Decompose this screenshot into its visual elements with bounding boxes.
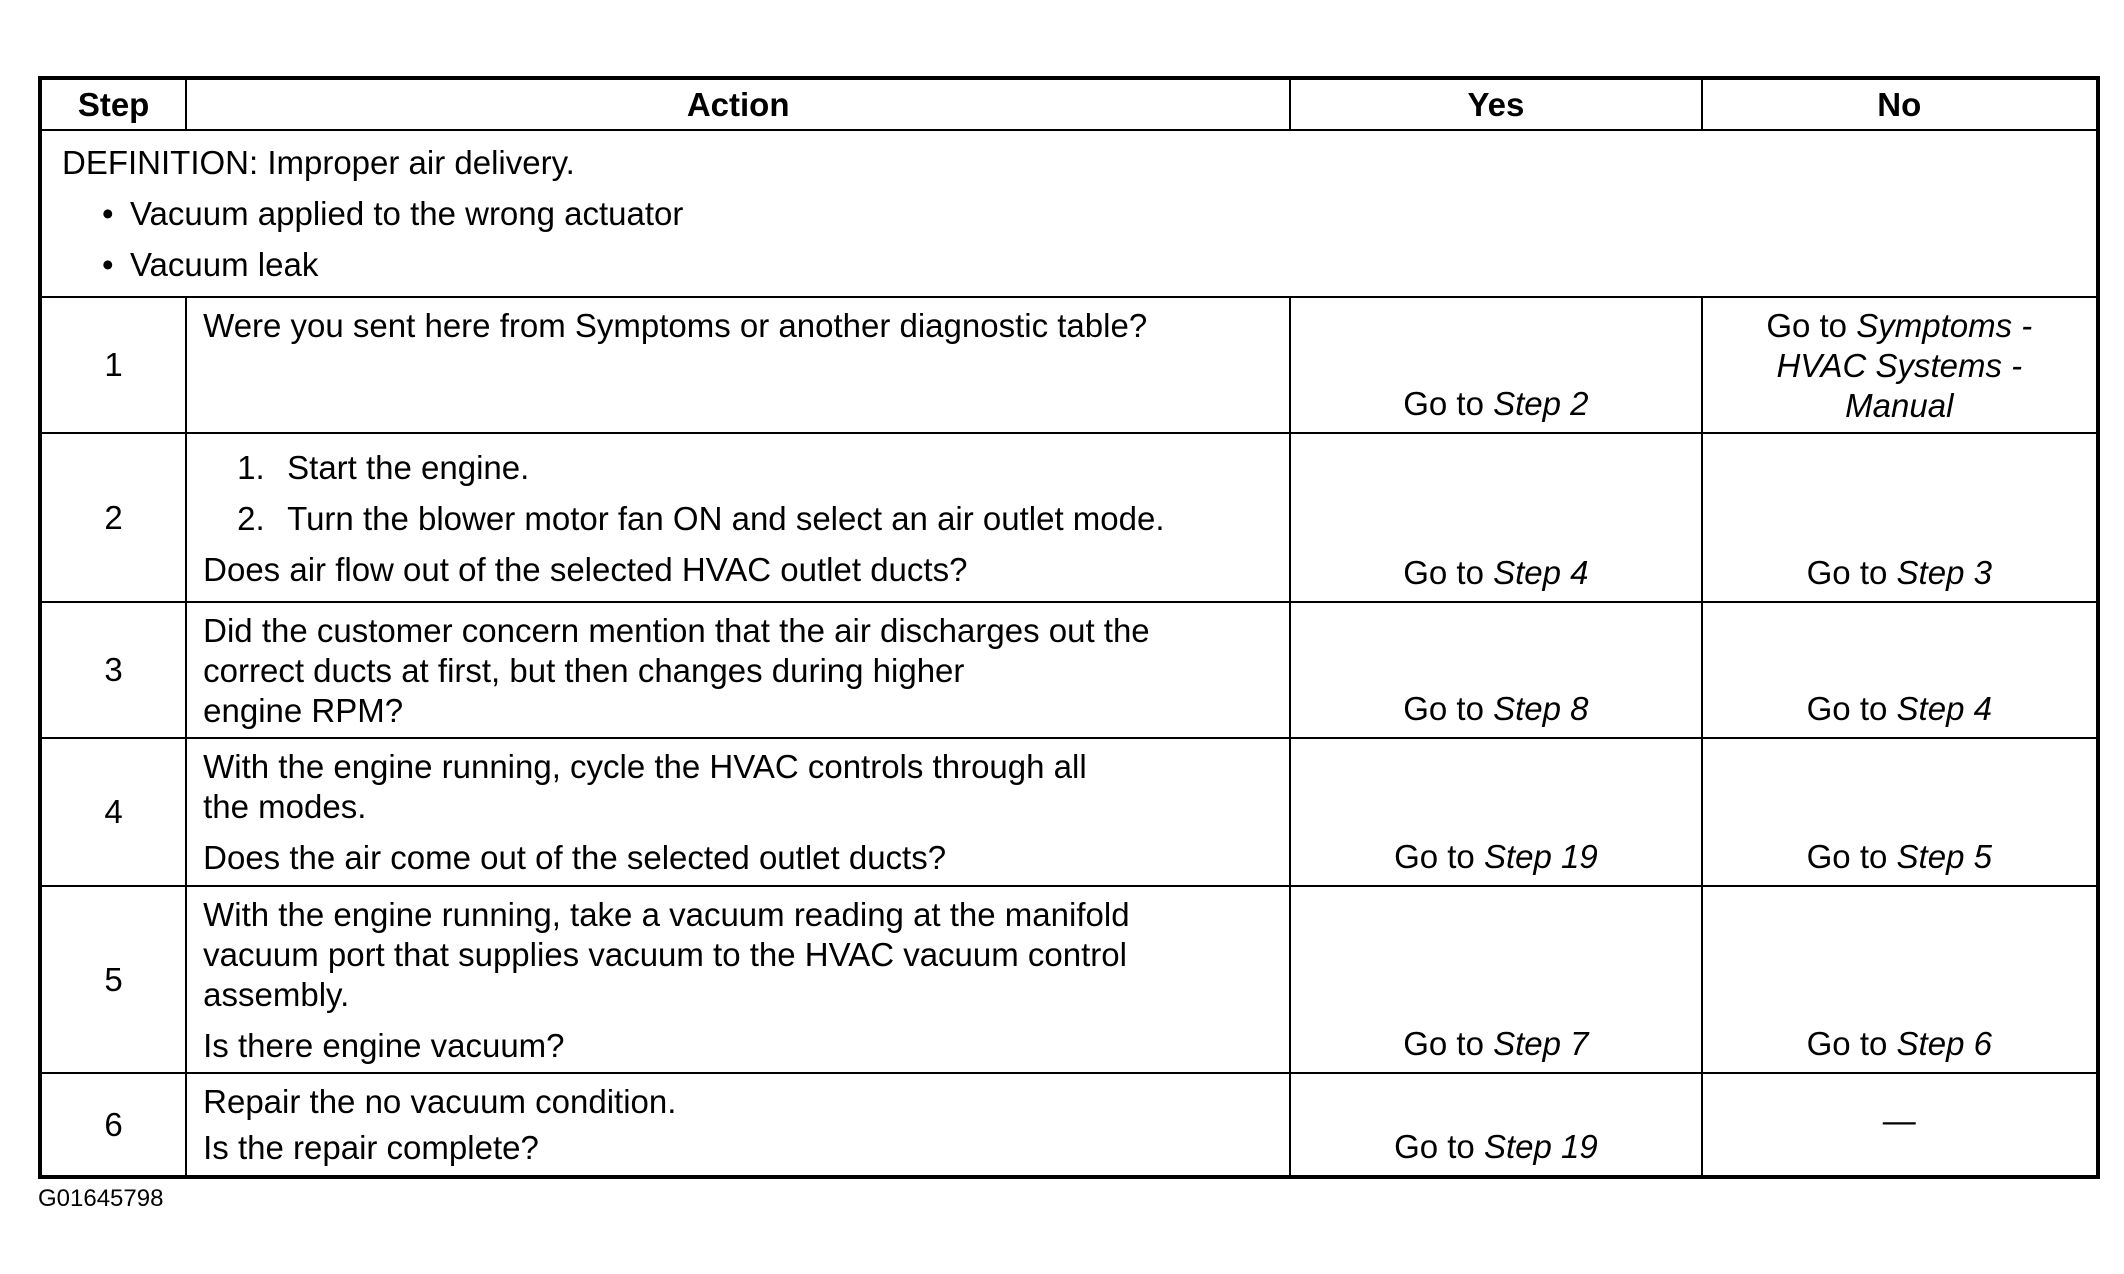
action-cell <box>186 886 1290 1073</box>
figure-id: G01645798 <box>38 1185 164 1212</box>
action-text: assembly. <box>203 976 350 1013</box>
no-prefix: Go to <box>1806 554 1897 591</box>
no-prefix: Go to <box>1806 1025 1897 1062</box>
no-prefix: Go to <box>1766 307 1857 344</box>
diagnostic-table <box>38 76 2100 1179</box>
no-link[interactable]: Step 3 <box>1896 554 1992 591</box>
yes-prefix: Go to <box>1403 1025 1494 1062</box>
no-cell <box>1702 1073 2098 1177</box>
table-row <box>40 1073 2098 1177</box>
table-row <box>40 602 2098 738</box>
bullet-text: Vacuum leak <box>130 246 319 283</box>
bullet-icon: • <box>102 195 114 232</box>
step-number: 4 <box>40 738 186 886</box>
no-cell <box>1702 433 2098 602</box>
action-cell <box>186 1073 1290 1177</box>
no-link[interactable]: HVAC Systems - <box>1776 347 2023 384</box>
step-header: Step <box>40 78 186 130</box>
yes-link[interactable]: Step 19 <box>1483 838 1598 875</box>
yes-prefix: Go to <box>1394 1128 1484 1165</box>
definition-bullet <box>62 239 2086 290</box>
action-text: vacuum port that supplies vacuum to the HVAC vacuum control <box>203 936 1127 973</box>
action-cell <box>186 433 1290 602</box>
table-row <box>40 297 2098 433</box>
yes-link[interactable]: Step 7 <box>1493 1025 1589 1062</box>
action-text: engine RPM? <box>203 692 404 729</box>
action-question: Does air flow out of the selected HVAC outlet ducts? <box>203 551 968 588</box>
no-link[interactable]: Symptoms - <box>1856 307 2033 344</box>
step-number: 3 <box>40 602 186 738</box>
no-cell <box>1702 738 2098 886</box>
yes-prefix: Go to <box>1394 838 1484 875</box>
bullet-icon: • <box>102 246 114 283</box>
no-prefix: Go to <box>1806 690 1897 727</box>
yes-cell <box>1290 602 1701 738</box>
action-header: Action <box>186 78 1290 130</box>
definition-cell <box>40 130 2098 297</box>
action-cell <box>186 738 1290 886</box>
table-row <box>40 738 2098 886</box>
bullet-text: Vacuum applied to the wrong actuator <box>130 195 684 232</box>
no-cell <box>1702 602 2098 738</box>
action-question: Is the repair complete? <box>203 1129 539 1166</box>
action-substep: 1. Start the engine. <box>237 449 530 486</box>
table-row <box>40 433 2098 602</box>
no-header: No <box>1702 78 2098 130</box>
step-number: 2 <box>40 433 186 602</box>
yes-link[interactable]: Step 2 <box>1493 385 1589 422</box>
action-text: correct ducts at first, but then changes during higher <box>203 652 965 689</box>
definition-bullet <box>62 188 2086 239</box>
yes-header: Yes <box>1290 78 1701 130</box>
action-text: Repair the no vacuum condition. <box>203 1083 677 1120</box>
action-text: With the engine running, take a vacuum reading at the manifold <box>203 896 1130 933</box>
header-row <box>40 78 2098 130</box>
no-prefix: Go to <box>1806 838 1897 875</box>
step-number: 1 <box>40 297 186 433</box>
action-text: Did the customer concern mention that the air discharges out the <box>203 612 1150 649</box>
no-link[interactable]: Step 6 <box>1896 1025 1992 1062</box>
yes-link[interactable]: Step 4 <box>1493 554 1589 591</box>
definition-row <box>40 130 2098 297</box>
no-link[interactable]: Step 4 <box>1896 690 1992 727</box>
table-row <box>40 886 2098 1073</box>
yes-cell <box>1290 1073 1701 1177</box>
yes-cell <box>1290 738 1701 886</box>
step-number: 6 <box>40 1073 186 1177</box>
action-text: With the engine running, cycle the HVAC controls through all <box>203 748 1087 785</box>
action-text: Were you sent here from Symptoms or another diagnostic table? <box>203 307 1148 344</box>
yes-cell <box>1290 886 1701 1073</box>
action-question: Does the air come out of the selected outlet ducts? <box>203 839 947 876</box>
yes-link[interactable]: Step 8 <box>1493 690 1589 727</box>
no-cell <box>1702 297 2098 433</box>
step-number: 5 <box>40 886 186 1073</box>
yes-prefix: Go to <box>1403 554 1494 591</box>
yes-cell <box>1290 433 1701 602</box>
no-link[interactable]: Manual <box>1845 387 1954 424</box>
action-cell <box>186 297 1290 433</box>
yes-prefix: Go to <box>1403 385 1494 422</box>
no-link[interactable]: Step 5 <box>1896 838 1992 875</box>
yes-prefix: Go to <box>1403 690 1494 727</box>
yes-cell <box>1290 297 1701 433</box>
action-text: the modes. <box>203 788 367 825</box>
action-substep: 2. Turn the blower motor fan ON and select an air outlet mode. <box>237 500 1165 537</box>
no-dash: — <box>1882 1101 1916 1139</box>
action-cell <box>186 602 1290 738</box>
yes-link[interactable]: Step 19 <box>1483 1128 1598 1165</box>
no-cell <box>1702 886 2098 1073</box>
action-question: Is there engine vacuum? <box>203 1027 565 1064</box>
definition-title: DEFINITION: Improper air delivery. <box>62 144 575 181</box>
